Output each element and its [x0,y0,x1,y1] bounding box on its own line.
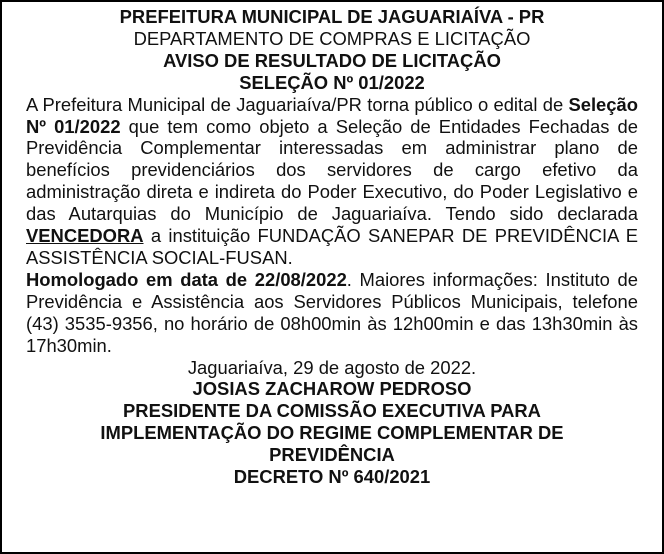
institution-text: a instituição FUNDAÇÃO SANEPAR DE PREVIDÊNCIA E ASSISTÊNCIA SOCIAL-FUSAN. [26,225,638,268]
signer-name: JOSIAS ZACHAROW PEDROSO [192,378,472,400]
signer-role-line-2: IMPLEMENTAÇÃO DO REGIME COMPLEMENTAR DE [100,422,564,444]
body-paragraph-1 [26,94,638,269]
signer-role-line-1: PRESIDENTE DA COMISSÃO EXECUTIVA PARA [123,400,541,422]
notice-heading: AVISO DE RESULTADO DE LICITAÇÃO [163,49,501,71]
selection-reference: Seleção Nº 01/2022 [26,93,638,137]
body-paragraph-2 [26,269,638,357]
decree-number: DECRETO Nº 640/2021 [233,466,431,488]
winner-label: VENCEDORA [26,225,144,247]
signature-block [26,357,638,488]
selection-number: SELEÇÃO Nº 01/2022 [239,71,425,93]
signer-role-line-3: PREVIDÊNCIA [269,444,395,466]
place-date: Jaguariaíva, 29 de agosto de 2022. [187,356,477,378]
homologation-date: Homologado em data de 22/08/2022 [26,268,347,290]
header-department: DEPARTAMENTO DE COMPRAS E LICITAÇÃO [133,27,531,49]
more-info-text: . Maiores informações: Instituto de Previdência e Assistência aos Servidores Públicos Municipais, telefone (43) 3535-9356, no horário de 08h00min às 12h00min e das 13h30min às 17h30min. [26,268,638,356]
declared-text: Tendo sido declarada [445,203,638,225]
object-text: que tem como objeto a Seleção de Entidades Fechadas de Previdência Complementar interessadas em administrar plano de benefícios previdenciários dos servidores de cargo efetivo da administração direta e indireta do Poder Executivo, do Poder Legislativo e das Autarquias do Município de Jaguariaíva. [26,115,638,225]
intro-text: A Prefeitura Municipal de Jaguariaíva/PR torna público o edital de [26,93,564,115]
header-title: PREFEITURA MUNICIPAL DE JAGUARIAÍVA - PR [119,6,545,27]
